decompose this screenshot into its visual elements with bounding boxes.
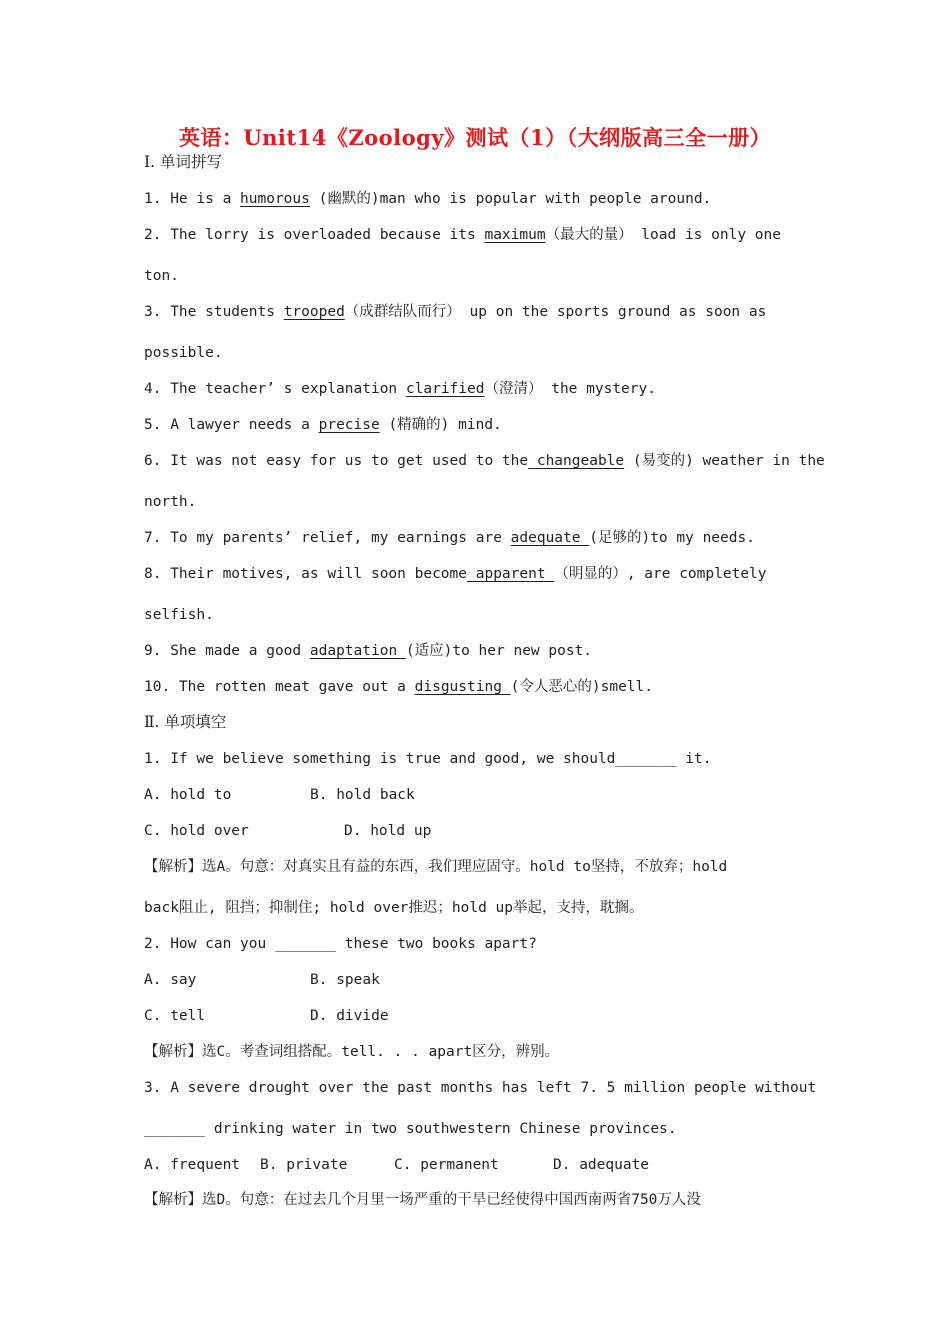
answer: precise bbox=[318, 417, 380, 433]
section-heading-spelling: Ⅰ. 单词拼写 bbox=[144, 153, 222, 171]
spelling-item-1: 1. He is a humorous (幽默的)man who is popular with people around. bbox=[144, 191, 712, 207]
spelling-item-8-cont: selfish. bbox=[144, 607, 214, 623]
answer: maximum bbox=[484, 227, 546, 243]
spelling-item-9: 9. She made a good adaptation (适应)to her new post. bbox=[144, 643, 593, 659]
mc-question-2: 2. How can you _______ these two books apart? bbox=[144, 936, 537, 952]
mc-explanation-1: 【解析】选A。句意：对真实且有益的东西，我们理应固守。hold to坚持，不放弃；hold bbox=[144, 859, 728, 875]
mc-option-d: D. adequate bbox=[553, 1157, 650, 1173]
mc-option-b: B. speak bbox=[310, 972, 380, 988]
spelling-item-6: 6. It was not easy for us to get used to the changeable (易变的) weather in the bbox=[144, 453, 825, 469]
mc-option-a: A. frequent bbox=[144, 1157, 241, 1173]
spelling-item-8: 8. Their motives, as will soon become apparent （明显的）, are completely bbox=[144, 566, 767, 582]
spelling-item-3-cont: possible. bbox=[144, 345, 223, 361]
mc-option-a: A. say bbox=[144, 972, 197, 988]
answer: trooped bbox=[283, 304, 345, 320]
spelling-item-5: 5. A lawyer needs a precise (精确的) mind. bbox=[144, 417, 502, 433]
mc-explanation-1-cont: back阻止, 阻挡；抑制住; hold over推迟；hold up举起，支持，耽搁。 bbox=[144, 900, 644, 916]
answer: changeable bbox=[528, 453, 625, 469]
spelling-item-4: 4. The teacher’ s explanation clarified（澄清） the mystery. bbox=[144, 381, 656, 397]
answer: disgusting bbox=[414, 679, 511, 695]
spelling-item-6-cont: north. bbox=[144, 494, 197, 510]
answer: apparent bbox=[467, 566, 555, 582]
section-heading-multiple-choice: Ⅱ. 单项填空 bbox=[144, 713, 227, 731]
answer: clarified bbox=[405, 381, 485, 397]
spelling-item-2-cont: ton. bbox=[144, 268, 179, 284]
page-title: 英语：Unit14《Zoology》测试（1）（大纲版高三全一册） bbox=[178, 125, 772, 150]
mc-option-a: A. hold to bbox=[144, 787, 232, 803]
spelling-item-3: 3. The students trooped（成群结队而行） up on the sports ground as soon as bbox=[144, 304, 767, 320]
mc-question-3: 3. A severe drought over the past months has left 7. 5 million people without bbox=[144, 1080, 817, 1096]
spelling-item-7: 7. To my parents’ relief, my earnings are adequate (足够的)to my needs. bbox=[144, 530, 755, 546]
mc-option-b: B. hold back bbox=[310, 787, 415, 803]
answer: adequate bbox=[510, 530, 590, 546]
mc-option-c: C. tell bbox=[144, 1008, 206, 1024]
spelling-item-2: 2. The lorry is overloaded because its maximum（最大的量） load is only one bbox=[144, 227, 781, 243]
mc-option-b: B. private bbox=[260, 1157, 348, 1173]
mc-option-c: C. hold over bbox=[144, 823, 249, 839]
mc-question-1: 1. If we believe something is true and good, we should_______ it. bbox=[144, 751, 712, 767]
answer: adaptation bbox=[309, 643, 406, 659]
mc-option-c: C. permanent bbox=[394, 1157, 499, 1173]
mc-explanation-2: 【解析】选C。考查词组搭配。tell. . . apart区分，辨别。 bbox=[144, 1044, 560, 1060]
mc-option-d: D. hold up bbox=[344, 823, 432, 839]
answer: humorous bbox=[240, 191, 310, 207]
mc-option-d: D. divide bbox=[310, 1008, 389, 1024]
spelling-item-10: 10. The rotten meat gave out a disgusting (令人恶心的)smell. bbox=[144, 679, 653, 695]
mc-question-3-cont: _______ drinking water in two southwestern Chinese provinces. bbox=[144, 1121, 677, 1137]
mc-explanation-3: 【解析】选D。句意：在过去几个月里一场严重的干旱已经使得中国西南两省750万人没 bbox=[144, 1192, 701, 1208]
